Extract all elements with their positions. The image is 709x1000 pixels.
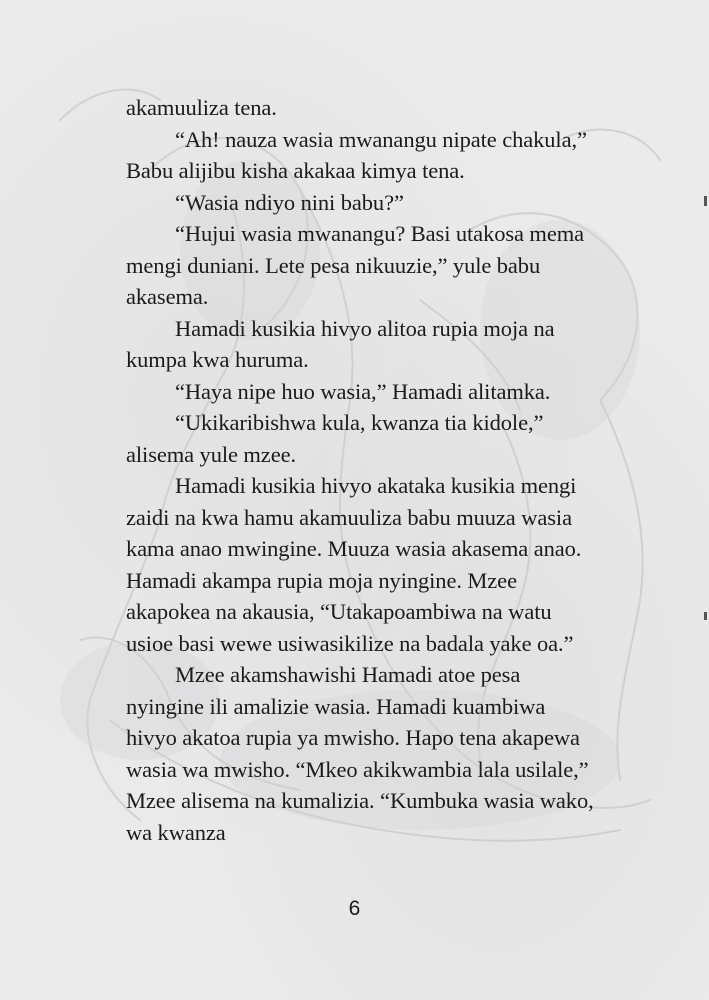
paragraph: akamuuliza tena. [126, 95, 277, 120]
paragraph: “Haya nipe huo wasia,” Hamadi alitamka. [175, 378, 551, 404]
paragraph: “Wasia ndiyo nini babu?” [175, 189, 404, 215]
paragraph: Hamadi kusikia hivyo akataka kusikia mengi zaidi na kwa hamu akamuuliza babu muuza wasia kama anao mwingine. Muuza wasia akasema anao. Hamadi akampa rupia moja nyingine. Mzee akapokea na akausia, “Utakapoambiwa na watu usioe basi wewe usiwasikilize na badala yake oa.” [126, 473, 582, 656]
paragraph: Hamadi kusikia hivyo alitoa rupia moja na kumpa kwa huruma. [126, 315, 555, 372]
paragraph: “Hujui wasia mwanangu? Basi utakosa mema mengi duniani. Lete pesa nikuuzie,” yule babu akasema. [126, 221, 585, 309]
story-text [126, 92, 596, 848]
paragraph: “Ah! nauza wasia mwanangu nipate chakula,” Babu alijibu kisha akakaa kimya tena. [126, 126, 587, 183]
page-number: 6 [348, 897, 361, 920]
paragraph: “Ukikaribishwa kula, kwanza tia kidole,” alisema yule mzee. [126, 410, 544, 467]
page-edge-mark [704, 612, 707, 620]
paragraph: Mzee akamshawishi Hamadi atoe pesa nyingine ili amalizie wasia. Hamadi kuambiwa hivyo akatoa rupia ya mwisho. Hapo tena akapewa wasia wa mwisho. “Mkeo akikwambia lala usilale,” Mzee alisema na kumalizia. “Kumbuka wasia wako, wa kwanza [126, 662, 594, 845]
page-edge-mark [704, 196, 707, 206]
